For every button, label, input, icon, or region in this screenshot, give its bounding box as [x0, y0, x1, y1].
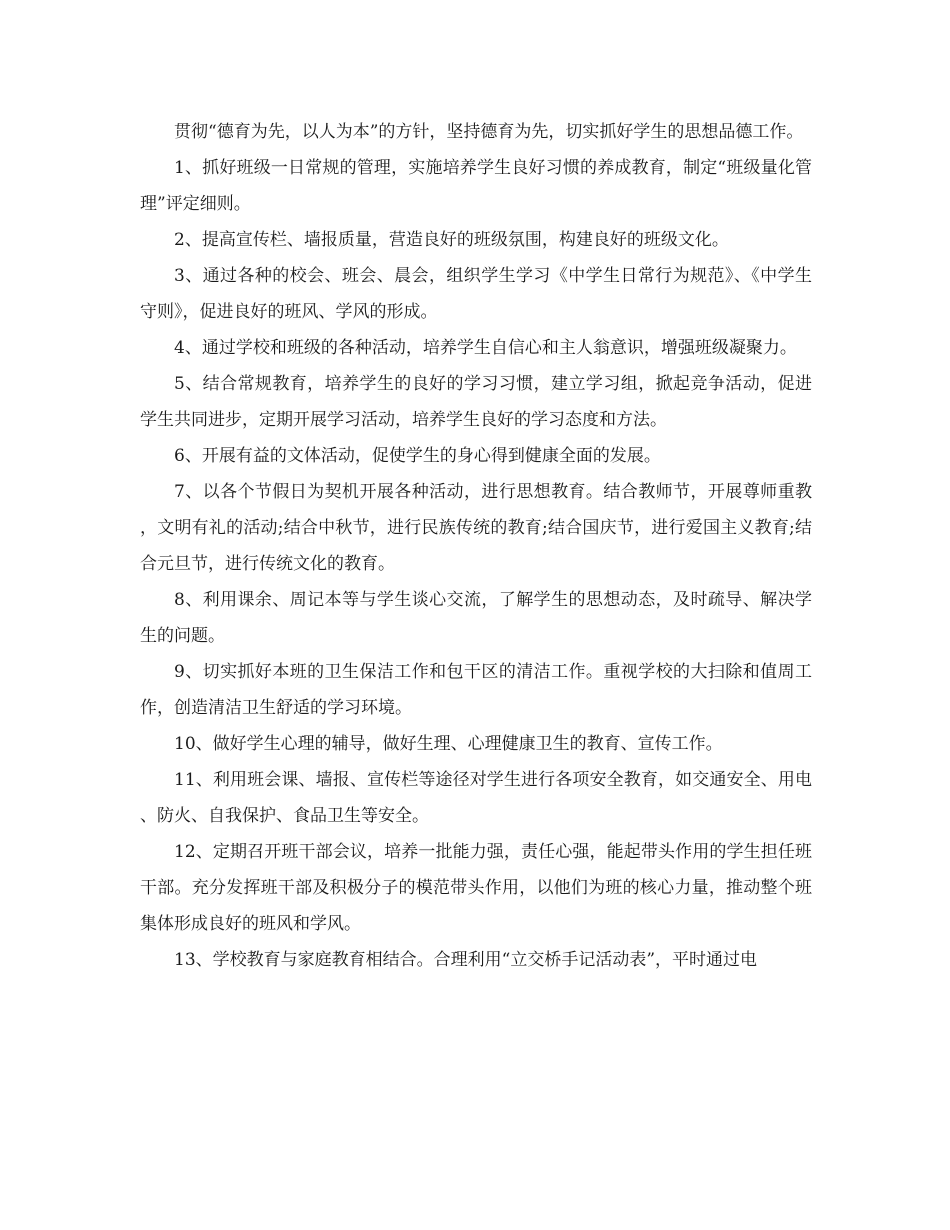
paragraph-item-8: 8、利用课余、周记本等与学生谈心交流，了解学生的思想动态，及时疏导、解决学生的问题。: [140, 590, 812, 646]
paragraph-item-13: 13、学校教育与家庭教育相结合。合理利用“立交桥手记活动表”，平时通过电: [174, 950, 758, 970]
paragraph-item-10: 10、做好学生心理的辅导，做好生理、心理健康卫生的教育、宣传工作。: [174, 734, 723, 754]
document-body: [140, 114, 812, 978]
paragraph-item-12: 12、定期召开班干部会议，培养一批能力强，责任心强，能起带头作用的学生担任班干部。充分发挥班干部及积极分子的模范带头作用，以他们为班的核心力量，推动整个班集体形成良好的班风和学风。: [140, 842, 812, 934]
paragraph-item-2: 2、提高宣传栏、墙报质量，营造良好的班级氛围，构建良好的班级文化。: [174, 230, 729, 250]
paragraph-item-11: 11、利用班会课、墙报、宣传栏等途径对学生进行各项安全教育，如交通安全、用电、防火、自我保护、食品卫生等安全。: [140, 770, 812, 826]
paragraph-item-5: 5、结合常规教育，培养学生的良好的学习习惯，建立学习组，掀起竞争活动，促进学生共同进步，定期开展学习活动，培养学生良好的学习态度和方法。: [140, 374, 812, 430]
paragraph-item-3: 3、通过各种的校会、班会、晨会，组织学生学习《中学生日常行为规范》、《中学生守则》，促进良好的班风、学风的形成。: [140, 266, 812, 322]
paragraph-intro: 贯彻“德育为先，以人为本”的方针，坚持德育为先，切实抓好学生的思想品德工作。: [174, 122, 804, 142]
paragraph-item-9: 9、切实抓好本班的卫生保洁工作和包干区的清洁工作。重视学校的大扫除和值周工作，创造清洁卫生舒适的学习环境。: [140, 662, 812, 718]
paragraph-item-4: 4、通过学校和班级的各种活动，培养学生自信心和主人翁意识，增强班级凝聚力。: [174, 338, 797, 358]
paragraph-item-7: 7、以各个节假日为契机开展各种活动，进行思想教育。结合教师节，开展尊师重教，文明有礼的活动;结合中秋节，进行民族传统的教育;结合国庆节，进行爱国主义教育;结合元旦节，进行传统文化的教育。: [140, 482, 812, 574]
paragraph-item-1: 1、抓好班级一日常规的管理，实施培养学生良好习惯的养成教育，制定“班级量化管理”评定细则。: [140, 158, 812, 214]
paragraph-item-6: 6、开展有益的文体活动，促使学生的身心得到健康全面的发展。: [174, 446, 661, 466]
